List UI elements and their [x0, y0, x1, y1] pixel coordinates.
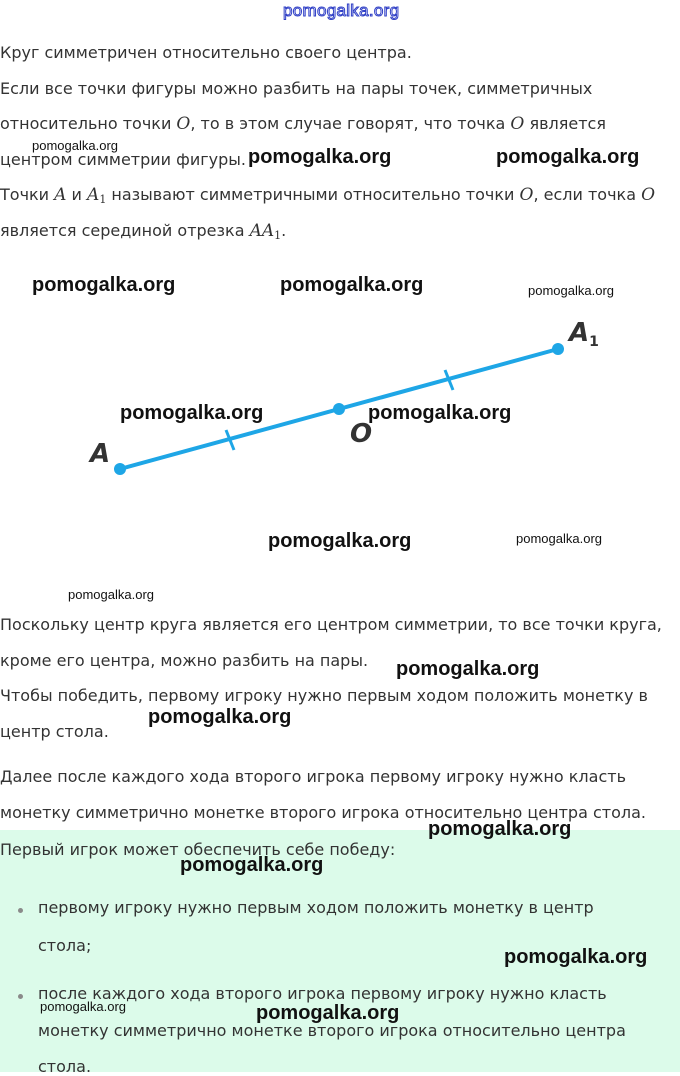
answer-item-2-line-3: стола.: [38, 1057, 92, 1076]
watermark: pomogalka.org: [148, 706, 292, 728]
watermark: pomogalka.org: [368, 402, 512, 424]
watermark: pomogalka.org: [428, 818, 572, 840]
watermark: pomogalka.org: [32, 274, 176, 296]
watermark-top: pomogalka.org: [283, 1, 400, 20]
answer-item-1-line-2: стола;: [38, 936, 92, 955]
text-line-7: Поскольку центр круга является его центром симметрии, то все точки круга,: [0, 615, 662, 634]
math-O: O: [176, 114, 191, 134]
answer-item-2-line-2: монетку симметрично монетке второго игрока относительно центра: [38, 1021, 626, 1040]
label-A1: A1: [569, 318, 599, 350]
text-line-11: Далее после каждого хода второго игрока первому игроку нужно класть: [0, 767, 626, 786]
watermark: pomogalka.org: [528, 283, 614, 298]
text-line-6: является серединой отрезка $AA_1$.: [0, 221, 287, 242]
text-line-3: относительно точки O, то в этом случае говорят, что точка O является: [0, 114, 606, 134]
bullet-icon: [18, 908, 23, 913]
answer-item-1-line-1: первому игроку нужно первым ходом положить монетку в центр: [38, 898, 594, 917]
math-O: O: [519, 185, 534, 205]
watermark: pomogalka.org: [496, 146, 640, 168]
text-line-10: центр стола.: [0, 722, 109, 741]
text-line-9: Чтобы победить, первому игроку нужно первым ходом положить монетку в: [0, 686, 648, 705]
watermark: pomogalka.org: [40, 999, 126, 1014]
symmetry-figure: [0, 300, 680, 500]
text-line-2: Если все точки фигуры можно разбить на пары точек, симметричных: [0, 79, 593, 98]
math-O: O: [510, 114, 525, 134]
watermark: pomogalka.org: [396, 658, 540, 680]
text-line-5: Точки A и $A_1$ называют симметричными относительно точки O, если точка O: [0, 185, 656, 206]
watermark: pomogalka.org: [516, 531, 602, 546]
watermark: pomogalka.org: [248, 146, 392, 168]
text-line-4: центром симметрии фигуры.: [0, 150, 246, 169]
text-line-12: монетку симметрично монетке второго игрока относительно центра стола.: [0, 803, 646, 822]
label-A: A: [90, 439, 111, 469]
math-O: O: [641, 185, 656, 205]
answer-intro: Первый игрок может обеспечить себе победу:: [0, 840, 396, 859]
math-AA1: $AA_1$: [249, 221, 282, 242]
text-line-8: кроме его центра, можно разбить на пары.: [0, 651, 369, 670]
math-A: A: [54, 185, 67, 205]
watermark: pomogalka.org: [280, 274, 424, 296]
point-O: [333, 403, 345, 415]
answer-item-2-line-1: после каждого хода второго игрока первому игроку нужно класть: [38, 984, 607, 1003]
math-A1: $A_1$: [87, 185, 107, 206]
watermark: pomogalka.org: [68, 587, 154, 602]
point-A: [114, 463, 126, 475]
watermark: pomogalka.org: [180, 854, 324, 876]
point-A1: [552, 343, 564, 355]
watermark: pomogalka.org: [268, 530, 412, 552]
label-O: O: [350, 419, 373, 449]
watermark: pomogalka.org: [32, 138, 118, 153]
watermark: pomogalka.org: [256, 1002, 400, 1024]
text-line-1: Круг симметричен относительно своего центра.: [0, 43, 412, 62]
bullet-icon: [18, 994, 23, 999]
watermark: pomogalka.org: [120, 402, 264, 424]
watermark: pomogalka.org: [504, 946, 648, 968]
